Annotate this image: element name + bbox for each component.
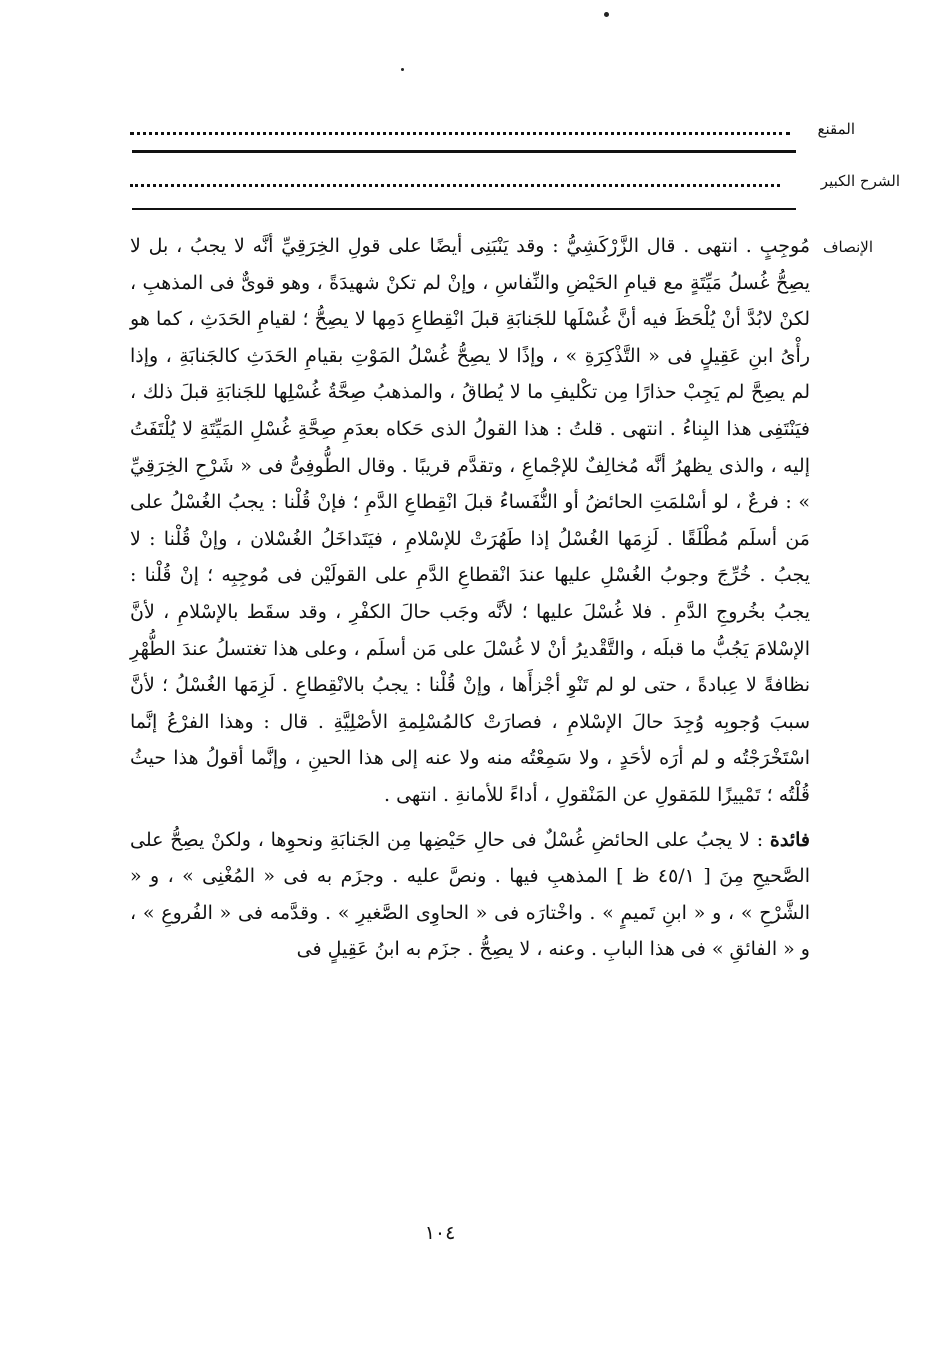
- header-row-muqni: [130, 120, 900, 150]
- header-row-sharh: [130, 172, 900, 202]
- main-text: [130, 228, 810, 968]
- paragraph-lead: فائدة: [769, 828, 810, 851]
- horizontal-rule: [132, 150, 796, 153]
- header-label-sharh: الشرح الكبير: [820, 172, 900, 190]
- paragraph: مُوجِبٍ . انتهى . قال الزَّرْكَشِيُّ : وقد يَنْبَنِى أيضًا على قولِ الخِرَقِيِّ أنَّه لا يجبُ ، بل لا يصِحُّ غُسلُ مَيِّتَةٍ مع قيامِ الحَيْضِ والنِّفاسِ ، وإنْ لم تكنْ شهيدَةً ، وهو قوىٌّ فى المذهبِ ، لكنْ لابُدَّ أنْ يُلْحَظَ فيه أنَّ غُسْلَها للجَنابَةِ قبلَ انْقِطاعِ دَمِها لا يصِحُّ ؛ لقيامِ الحَدَثِ ، كما هو رأْىُ ابنِ عَقِيلٍ فى « التَّذْكِرَةِ » ، وإذًا لا يصِحُّ غُسْلُ المَوْتِ بقيامِ الحَدَثِ كالجَنابَةِ ، وإذا لم يصِحَّ لم يَجِبْ حذارًا مِن تكْليفِ ما لا يُطاقُ ، والمذهبُ صِحَّةُ غُسْلِها للجَنابَةِ قبلَ ذلك ، فيَنْتَفِى هذا البِناءُ . انتهى . قلتُ : هذا القولُ الذى حَكاه بعدَمِ صِحَّةِ غُسْلِ المَيِّتَةِ لا يُلْتَفَتُ إليه ، والذى يظهرُ أنَّه مُخالِفٌ للإجْماعِ ، وتقدَّم قريبًا . وقال الطُّوفِىُّ فى « شَرْحِ الخِرَقِيِّ » : فرعٌ ، لو أسْلمَتِ الحائضُ أو النُّفَساءُ قبلَ انْقِطاعِ الدَّمِ ؛ فإنْ قُلْنا : يجبُ الغُسْلُ على مَن أسلَم مُطْلَقًا . لَزِمَها الغُسْلُ إذا طَهُرَتْ للإسْلامِ ، فيَتَداخَلُ الغُسْلان ، وإنْ قُلْنا : لا يجبُ . خُرِّجَ وجوبُ الغُسْلِ عليها عندَ انْقطاعِ الدَّمِ على القولَيْن فى مُوجِبِه ؛ إنْ قُلْنا : يجبُ بخُروجِ الدَّمِ . فلا غُسْلَ عليها ؛ لأنَّه وجَب حالَ الكفْرِ ، وقد سقَط بالإسْلامِ ، لأنَّ الإسْلامَ يَجُبُّ ما قبلَه ، والتَّقْديرُ أنْ لا غُسْلَ على مَن أسلَم ، وعلى هذا تغتسلُ عندَ الطُّهْرِ نظافةً لا عِبادةً ، حتى لو لم تَنْوِ أجْزأَها ، وإنْ قُلْنا : يجبُ بالانْقِطاعِ . لَزِمَها الغُسْلُ ؛ لأنَّ سببَ وُجوبِه وُجِدَ حالَ الإسْلامِ ، فصارَتْ كالمُسْلِمةِ الأصْلِيَّةِ . قال : وهذا الفرْعُ إنَّما اسْتَخْرَجْتُه و لم أرَه لأحَدٍ ، ولا سَمِعْتُه منه ولا عنه إلى هذا الحينِ ، وإنَّما أقولُ هذا حيثُ قُلْتُه ؛ تَمْييزًا للمَقولِ عن المَنْقولِ ، أداءً للأمانةِ . انتهى .: [130, 235, 810, 806]
- dotted-leader: [130, 178, 780, 187]
- page-number: ١٠٤: [424, 1222, 456, 1244]
- horizontal-rule: [132, 208, 796, 210]
- paragraph-body: : لا يجبُ على الحائضِ غُسْلٌ فى حالِ حَيْضِها مِن الجَنابَةِ ونحوِها ، ولكنْ يصِحُّ على الصَّحيحِ مِنَ [ ٤٥/١ ظ ] المذهبِ فيها . ونصَّ عليه . وجزَم به فى « المُغْنِى » ، و « الشَّرْحِ » ، و « ابنِ تَميمٍ » . واخْتارَه فى « الحاوِى الصَّغيرِ » . وقدَّمه فى « الفُروعِ » ، و « الفائقِ » فى هذا البابِ . وعنه ، لا يصِحُّ . جزَم به ابنُ عَقِيلٍ فى: [130, 828, 810, 961]
- side-label-insaf: الإنصاف: [822, 238, 873, 256]
- header-label-muqni: المقنع: [817, 120, 855, 138]
- dotted-leader: [130, 126, 790, 135]
- print-speck: [604, 12, 609, 17]
- paragraph: [130, 822, 810, 968]
- print-speck: [401, 68, 404, 71]
